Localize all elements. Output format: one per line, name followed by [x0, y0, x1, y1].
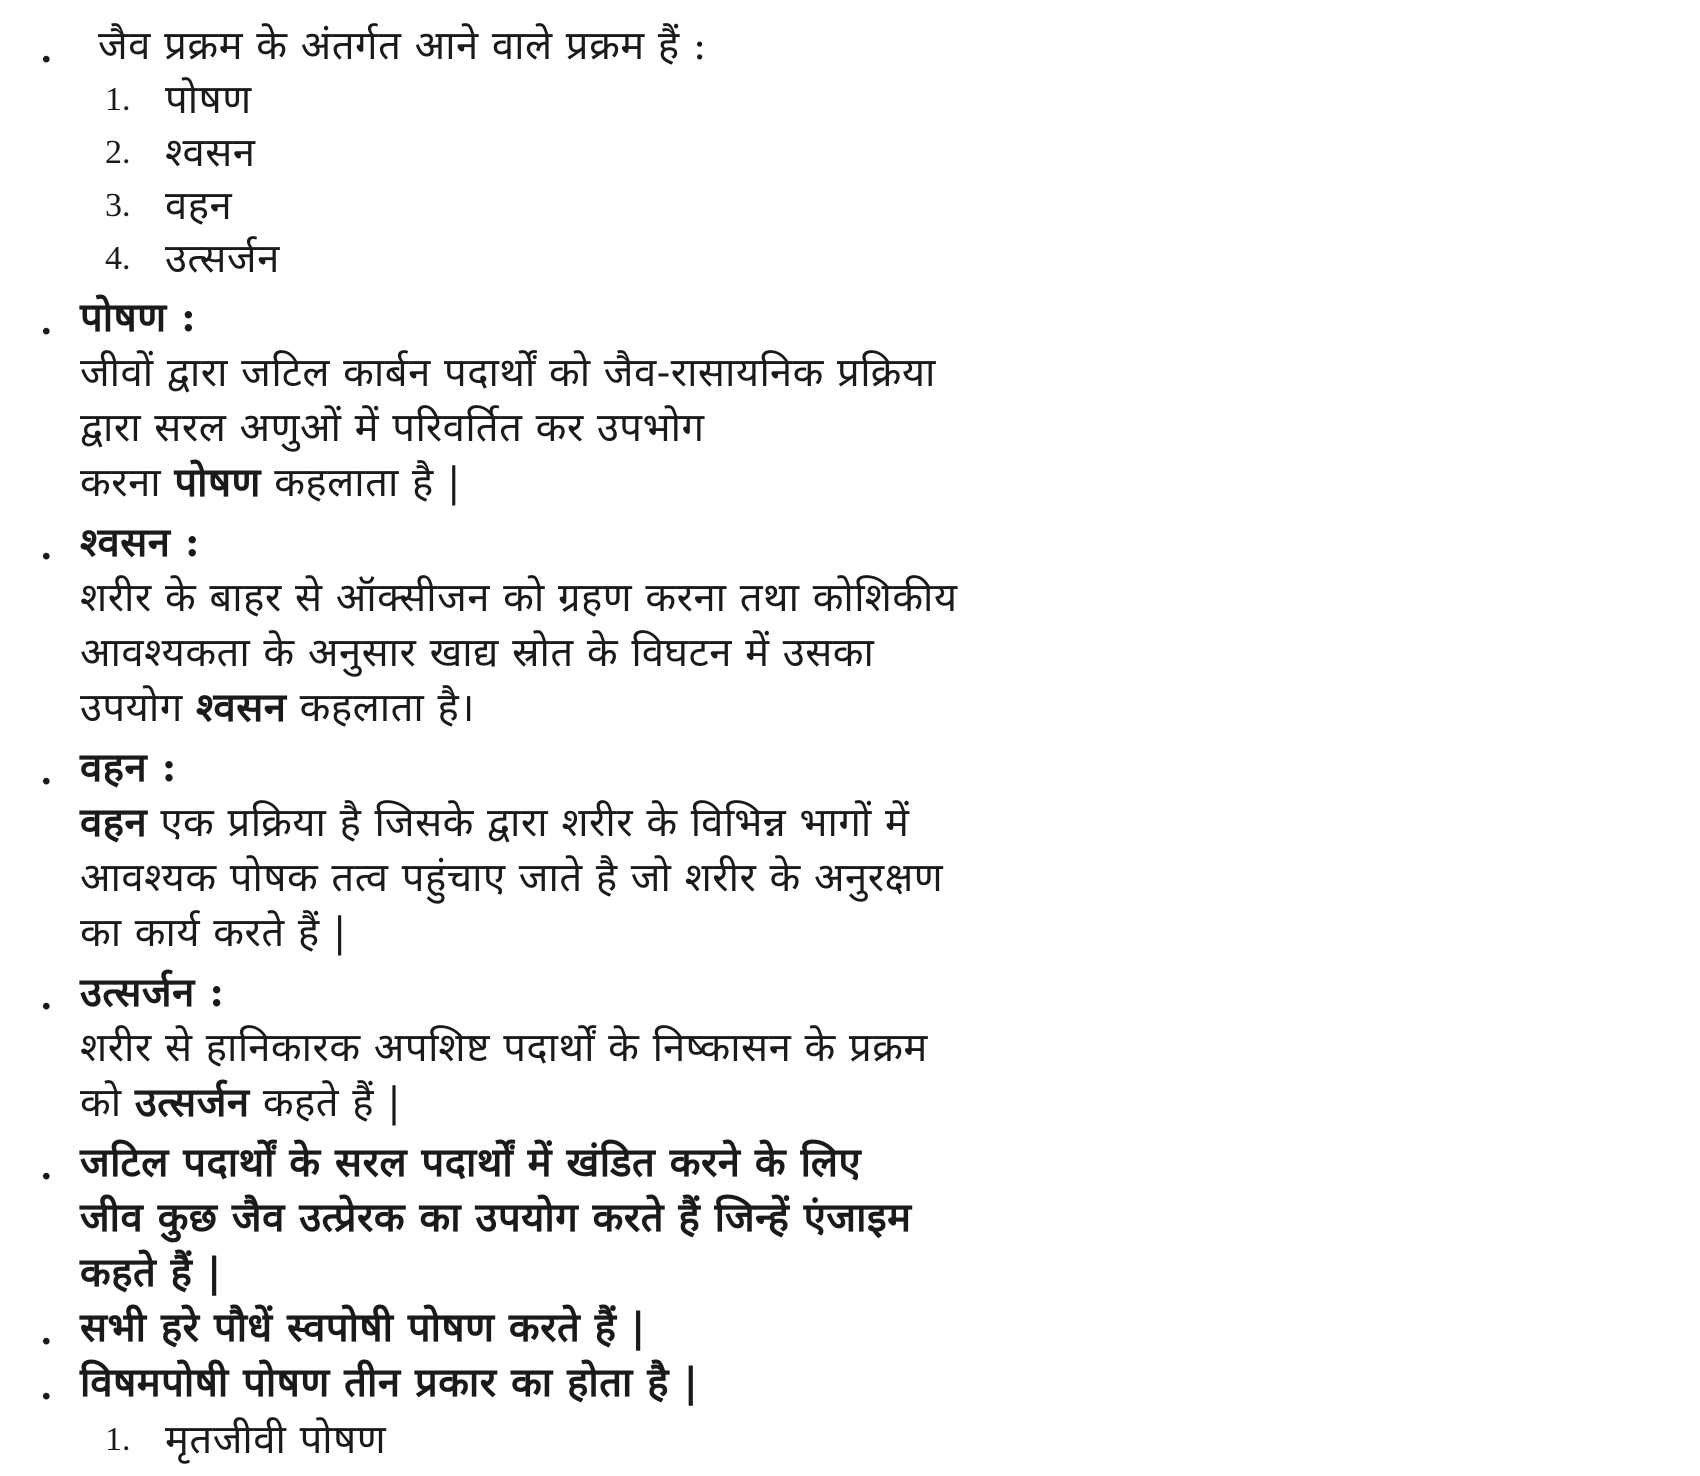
transport-line1	[80, 795, 909, 851]
bullet: .	[40, 1366, 53, 1408]
respiration-term: श्वसन	[195, 684, 287, 731]
nutrition-heading: पोषण :	[80, 294, 197, 341]
list-text: पोषण	[165, 77, 252, 123]
list-text: उत्सर्जन	[165, 236, 280, 282]
bullet: .	[40, 526, 53, 568]
nutrition-line3-post: कहलाता है |	[274, 460, 461, 506]
list-text: श्वसन	[165, 130, 256, 176]
nutrition-line3	[80, 455, 461, 511]
heterotroph-text: विषमपोषी पोषण तीन प्रकार का होता है |	[80, 1359, 699, 1406]
excretion-line1: शरीर से हानिकारक अपशिष्ट पदार्थों के निष्कासन के प्रक्रम	[80, 1025, 928, 1071]
bullet: .	[40, 751, 53, 793]
transport-line3: का कार्य करते हैं |	[80, 910, 347, 956]
bullet: .	[40, 1146, 53, 1188]
bullet: .	[40, 1311, 53, 1353]
transport-line2: आवश्यक पोषक तत्व पहुंचाए जाते है जो शरीर के अनुरक्षण	[80, 855, 944, 901]
respiration-line2: आवश्यकता के अनुसार खाद्य स्रोत के विघटन में उसका	[80, 630, 875, 676]
autotroph-text: सभी हरे पौधें स्वपोषी पोषण करते हैं |	[80, 1304, 646, 1351]
respiration-line1: शरीर के बाहर से ऑक्सीजन को ग्रहण करना तथा कोशिकीय	[80, 575, 958, 621]
enzymes-line1: जटिल पदार्थों के सरल पदार्थों में खंडित करने के लिए	[80, 1139, 862, 1186]
bullet: .	[40, 301, 53, 343]
list-number: 1.	[105, 81, 131, 118]
transport-term: वहन	[80, 799, 148, 846]
list-number: 1.	[105, 1421, 131, 1458]
enzymes-line2: जीव कुछ जैव उत्प्रेरक का उपयोग करते हैं जिन्हें एंजाइम	[80, 1194, 912, 1241]
list-number: 2.	[105, 134, 131, 171]
list-text: मृतजीवी पोषण	[165, 1417, 387, 1463]
enzymes-line3: कहते हैं |	[80, 1249, 222, 1296]
respiration-heading: श्वसन :	[80, 519, 201, 566]
transport-heading: वहन :	[80, 744, 177, 791]
nutrition-term: पोषण	[174, 459, 261, 506]
respiration-line3-post: कहलाता है।	[299, 685, 475, 731]
intro-text: जैव प्रक्रम के अंतर्गत आने वाले प्रक्रम हैं :	[98, 23, 707, 69]
bullet: .	[40, 976, 53, 1018]
list-number: 4.	[105, 240, 131, 277]
list-text: वहन	[165, 183, 233, 229]
nutrition-line3-pre: करना	[80, 460, 162, 506]
transport-line1-post: एक प्रक्रिया है जिसके द्वारा शरीर के विभिन्न भागों में	[160, 800, 910, 846]
excretion-line2-pre: को	[80, 1080, 122, 1126]
excretion-line2	[80, 1075, 401, 1131]
bullet: .	[40, 29, 53, 71]
excretion-heading: उत्सर्जन :	[80, 969, 225, 1016]
excretion-line2-post: कहते हैं |	[262, 1080, 402, 1126]
list-number: 3.	[105, 187, 131, 224]
nutrition-line2: द्वारा सरल अणुओं में परिवर्तित कर उपभोग	[80, 405, 705, 451]
nutrition-line1: जीवों द्वारा जटिल कार्बन पदार्थों को जैव-रासायनिक प्रक्रिया	[80, 350, 936, 396]
respiration-line3-pre: उपयोग	[80, 685, 183, 731]
excretion-term: उत्सर्जन	[134, 1079, 250, 1126]
respiration-line3	[80, 680, 475, 736]
